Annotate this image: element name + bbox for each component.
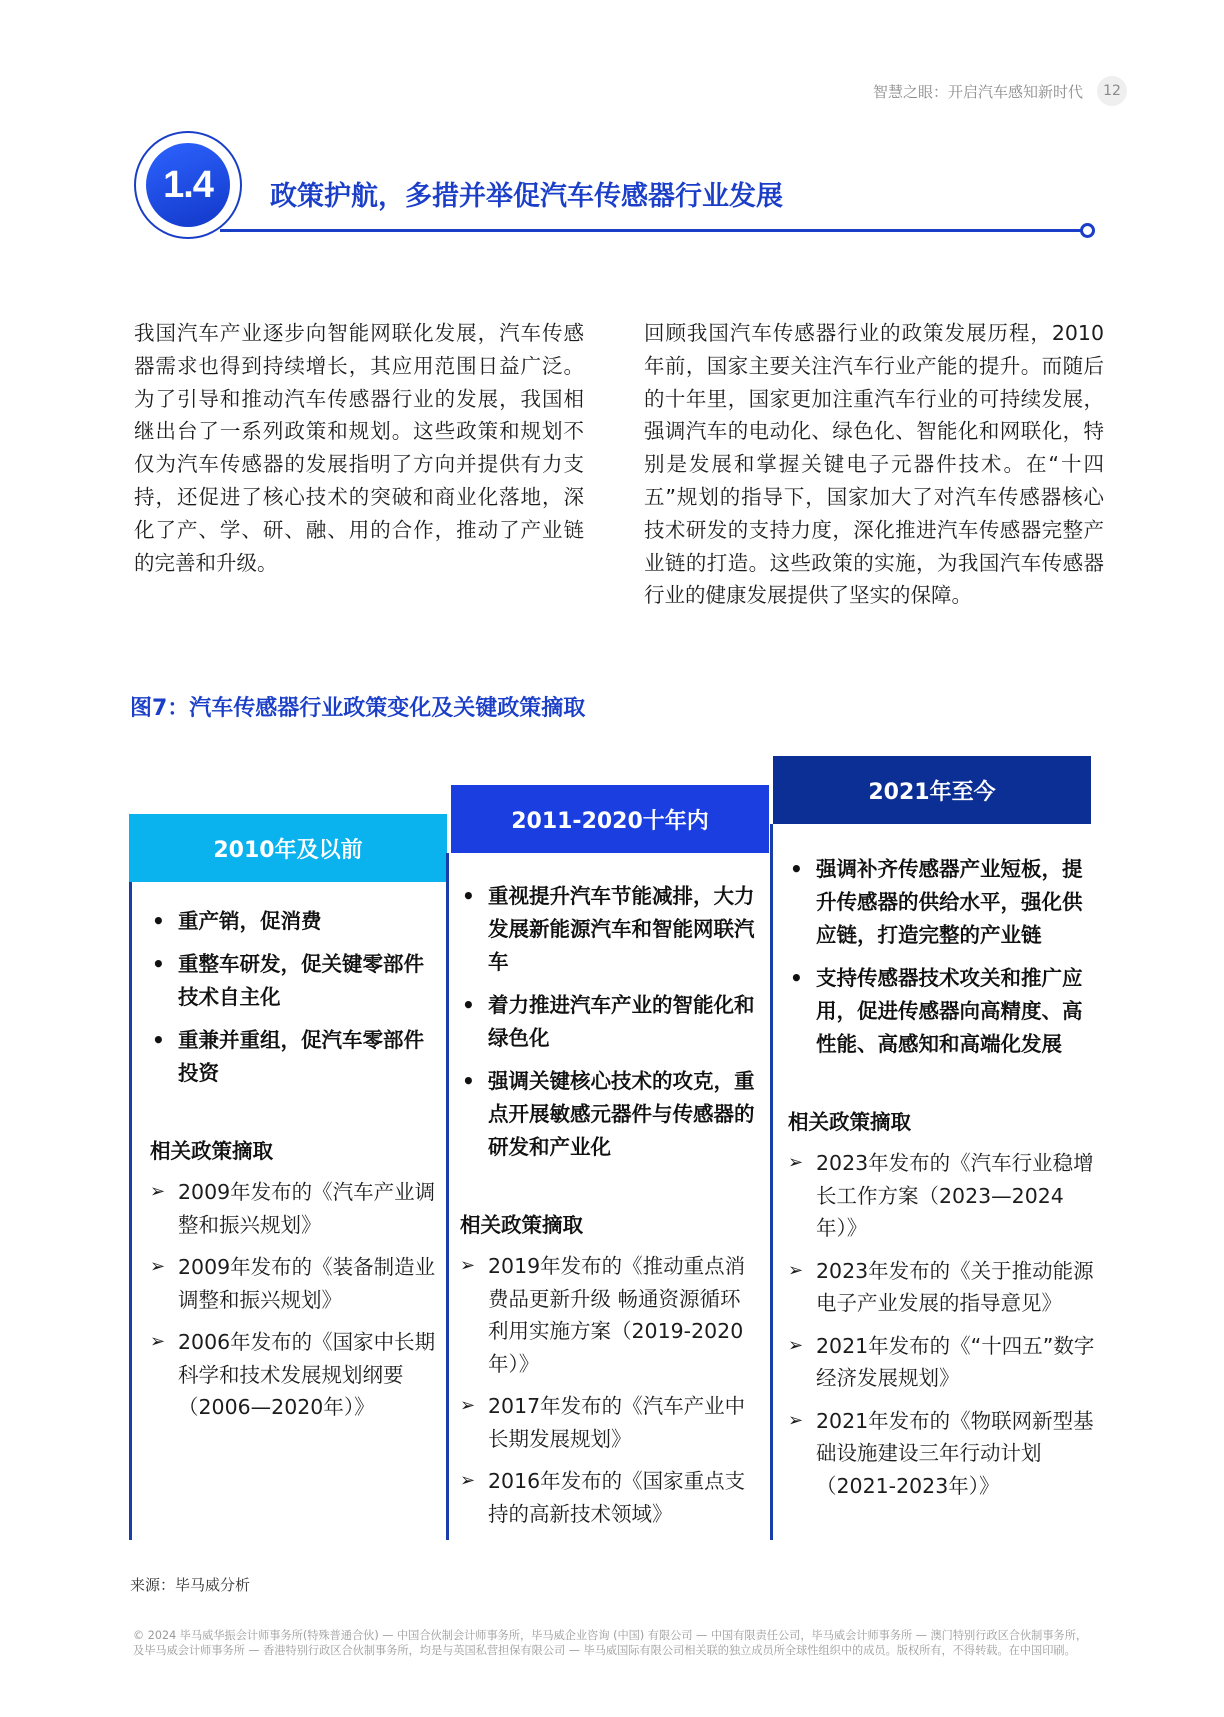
- list-item: • 重产销，促消费: [150, 905, 442, 938]
- column-2021: [788, 853, 1096, 1512]
- bullet-icon: •: [462, 1069, 475, 1093]
- figure-source: 来源：毕马威分析: [130, 1576, 251, 1594]
- arrow-icon: ➢: [788, 1259, 804, 1281]
- policy-item: ➢ 2006年发布的《国家中长期科学和技术发展规划纲要（2006—2020年）》: [150, 1326, 442, 1424]
- list-item: • 重整车研发，促关键零部件技术自主化: [150, 948, 442, 1014]
- arrow-icon: ➢: [150, 1181, 166, 1202]
- copyright-footer: © 2024 毕马威华振会计师事务所(特殊普通合伙) — 中国合伙制会计师事务所，毕马威企业咨询 (中国) 有限公司 — 中国有限责任公司，毕马威会计师事务所 — 澳门特别行政区合伙制事务所，及毕马威会计师事务所 — 香港特别行政区合伙制事务所，均是与英国私营担保有限公司 — 毕马威国际有限公司相关联的独立成员所全球性组织中的成员。版权所有，不得转载。在中国印刷。: [133, 1629, 1088, 1657]
- column-2010: [150, 905, 442, 1434]
- bullet-icon: •: [152, 952, 165, 976]
- intro-paragraph-left: 我国汽车产业逐步向智能网联化发展，汽车传感器需求也得到持续增长，其应用范围日益广泛。为了引导和推动汽车传感器行业的发展，我国相继出台了一系列政策和规划。这些政策和规划不仅为汽车传感器的发展指明了方向并提供有力支持，还促进了核心技术的突破和商业化落地，深化了产、学、研、融、用的合作，推动了产业链的完善和升级。: [134, 321, 584, 575]
- section-divider: [220, 229, 1084, 232]
- arrow-icon: ➢: [788, 1409, 804, 1431]
- policy-heading: 相关政策摘取: [150, 1139, 273, 1163]
- arrow-icon: ➢: [460, 1395, 476, 1416]
- column-heading-2021: 2021年至今: [773, 756, 1091, 824]
- policy-item: ➢ 2023年发布的《关于推动能源电子产业发展的指导意见》: [788, 1255, 1096, 1320]
- arrow-icon: ➢: [150, 1256, 166, 1277]
- column-heading-2010: 2010年及以前: [129, 814, 447, 882]
- page-number: 12: [1097, 76, 1127, 106]
- policy-heading: 相关政策摘取: [788, 1110, 911, 1134]
- section-number: 1.4: [146, 143, 230, 227]
- arrow-icon: ➢: [788, 1334, 804, 1356]
- report-title: 智慧之眼：开启汽车感知新时代: [872, 82, 1083, 101]
- page-header: [873, 76, 1127, 106]
- policy-item: ➢ 2021年发布的《物联网新型基础设施建设三年行动计划（2021-2023年）》: [788, 1405, 1096, 1503]
- list-item: • 强调补齐传感器产业短板，提升传感器的供给水平，强化供应链，打造完整的产业链: [788, 853, 1096, 952]
- column-rule: [770, 824, 773, 1540]
- section-badge: [134, 131, 242, 239]
- bullet-icon: •: [152, 1028, 165, 1052]
- column-2011-2020: [460, 880, 760, 1540]
- policy-item: ➢ 2009年发布的《汽车产业调整和振兴规划》: [150, 1176, 442, 1241]
- column-rule: [446, 853, 449, 1540]
- divider-end-circle-icon: [1080, 223, 1095, 238]
- policy-heading: 相关政策摘取: [460, 1213, 583, 1237]
- intro-paragraph-right: 回顾我国汽车传感器行业的政策发展历程，2010年前，国家主要关注汽车行业产能的提升。而随后的十年里，国家更加注重汽车行业的可持续发展，强调汽车的电动化、绿色化、智能化和网联化，特别是发展和掌握关键电子元器件技术。在“十四五”规划的指导下，国家加大了对汽车传感器核心技术研发的支持力度，深化推进汽车传感器完整产业链的打造。这些政策的实施，为我国汽车传感器行业的健康发展提供了坚实的保障。: [644, 321, 1104, 608]
- list-item: • 支持传感器技术攻关和推广应用，促进传感器向高精度、高性能、高感知和高端化发展: [788, 962, 1096, 1061]
- policy-item: ➢ 2021年发布的《“十四五”数字经济发展规划》: [788, 1330, 1096, 1395]
- column-heading-2011-2020: 2011-2020十年内: [451, 785, 769, 853]
- policy-item: ➢ 2017年发布的《汽车产业中长期发展规划》: [460, 1390, 760, 1455]
- bullet-icon: •: [462, 993, 475, 1017]
- policy-item: ➢ 2023年发布的《汽车行业稳增长工作方案（2023—2024年）》: [788, 1147, 1096, 1245]
- bullet-icon: •: [152, 909, 165, 933]
- section-title: 政策护航，多措并举促汽车传感器行业发展: [270, 181, 783, 212]
- policy-item: ➢ 2019年发布的《推动重点消费品更新升级 畅通资源循环利用实施方案（2019-2020年）》: [460, 1250, 760, 1380]
- list-item: • 着力推进汽车产业的智能化和绿色化: [460, 989, 760, 1055]
- arrow-icon: ➢: [460, 1255, 476, 1276]
- column-rule: [129, 882, 132, 1540]
- policy-item: ➢ 2009年发布的《装备制造业调整和振兴规划》: [150, 1251, 442, 1316]
- arrow-icon: ➢: [150, 1331, 166, 1352]
- figure-title: 图7：汽车传感器行业政策变化及关键政策摘取: [130, 696, 586, 721]
- list-item: • 重兼并重组，促汽车零部件投资: [150, 1024, 442, 1090]
- bullet-icon: •: [790, 857, 803, 881]
- bullet-icon: •: [462, 884, 475, 908]
- arrow-icon: ➢: [788, 1152, 804, 1173]
- arrow-icon: ➢: [460, 1470, 476, 1491]
- list-item: • 强调关键核心技术的攻克，重点开展敏感元器件与传感器的研发和产业化: [460, 1065, 760, 1164]
- policy-item: ➢ 2016年发布的《国家重点支持的高新技术领域》: [460, 1465, 760, 1530]
- bullet-icon: •: [790, 966, 803, 990]
- list-item: • 重视提升汽车节能减排，大力发展新能源汽车和智能网联汽车: [460, 880, 760, 979]
